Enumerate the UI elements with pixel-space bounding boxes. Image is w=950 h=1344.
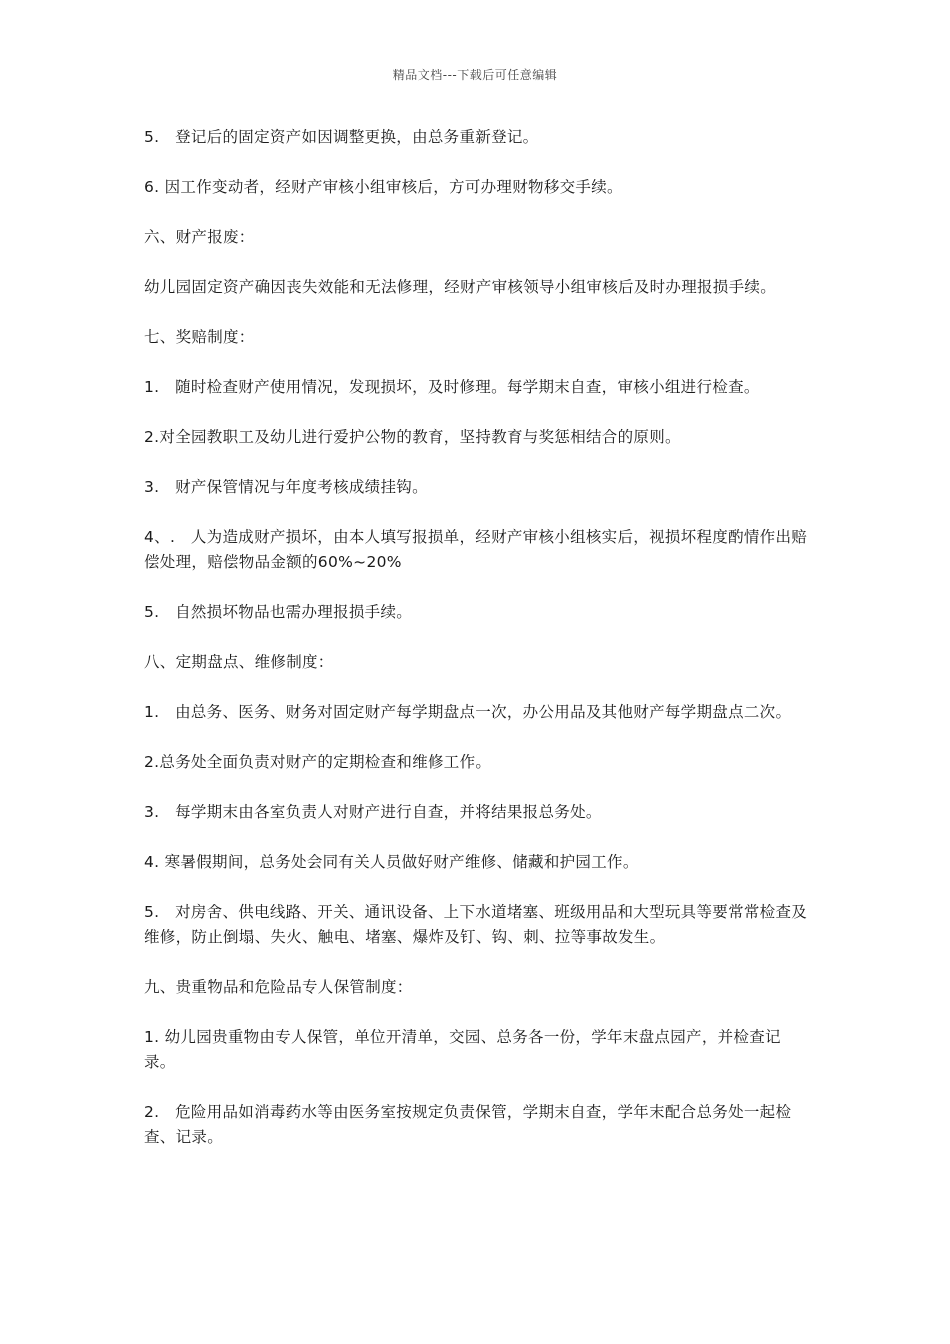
paragraph: 1. 随时检查财产使用情况，发现损坏，及时修理。每学期末自查，审核小组进行检查。 — [144, 378, 760, 396]
paragraph: 4、. 人为造成财产损坏，由本人填写报损单，经财产审核小组核实后，视损坏程度酌情作出赔偿处理，赔偿物品金额的60%~20% — [144, 528, 808, 571]
paragraph: 1. 由总务、医务、财务对固定财产每学期盘点一次，办公用品及其他财产每学期盘点二次。 — [144, 703, 792, 721]
paragraph: 5. 对房舍、供电线路、开关、通讯设备、上下水道堵塞、班级用品和大型玩具等要常常检查及维修，防止倒塌、失火、触电、堵塞、爆炸及钉、钩、刺、拉等事故发生。 — [144, 903, 808, 946]
paragraph: 2.对全园教职工及幼儿进行爱护公物的教育，坚持教育与奖惩相结合的原则。 — [144, 428, 681, 446]
document-body — [144, 125, 809, 1175]
paragraph: 4. 寒暑假期间，总务处会同有关人员做好财产维修、储藏和护园工作。 — [144, 853, 639, 871]
section-heading: 六、财产报废： — [144, 228, 255, 246]
paragraph: 3. 每学期末由各室负责人对财产进行自查，并将结果报总务处。 — [144, 803, 602, 821]
page-header: 精品文档---下载后可任意编辑 — [392, 68, 558, 82]
paragraph: 2.总务处全面负责对财产的定期检查和维修工作。 — [144, 753, 492, 771]
paragraph: 6. 因工作变动者，经财产审核小组审核后，方可办理财物移交手续。 — [144, 178, 623, 196]
section-heading: 七、奖赔制度： — [144, 328, 255, 346]
paragraph: 5. 登记后的固定资产如因调整更换，由总务重新登记。 — [144, 128, 539, 146]
paragraph: 3. 财产保管情况与年度考核成绩挂钩。 — [144, 478, 428, 496]
paragraph: 2. 危险用品如消毒药水等由医务室按规定负责保管，学期末自查，学年末配合总务处一起检查、记录。 — [144, 1103, 792, 1146]
paragraph: 1. 幼儿园贵重物由专人保管，单位开清单，交园、总务各一份，学年末盘点园产，并检查记录。 — [144, 1028, 781, 1071]
section-heading: 九、贵重物品和危险品专人保管制度： — [144, 978, 413, 996]
section-heading: 八、定期盘点、维修制度： — [144, 653, 334, 671]
paragraph: 幼儿园固定资产确因丧失效能和无法修理，经财产审核领导小组审核后及时办理报损手续。 — [144, 278, 777, 296]
paragraph: 5. 自然损坏物品也需办理报损手续。 — [144, 603, 413, 621]
